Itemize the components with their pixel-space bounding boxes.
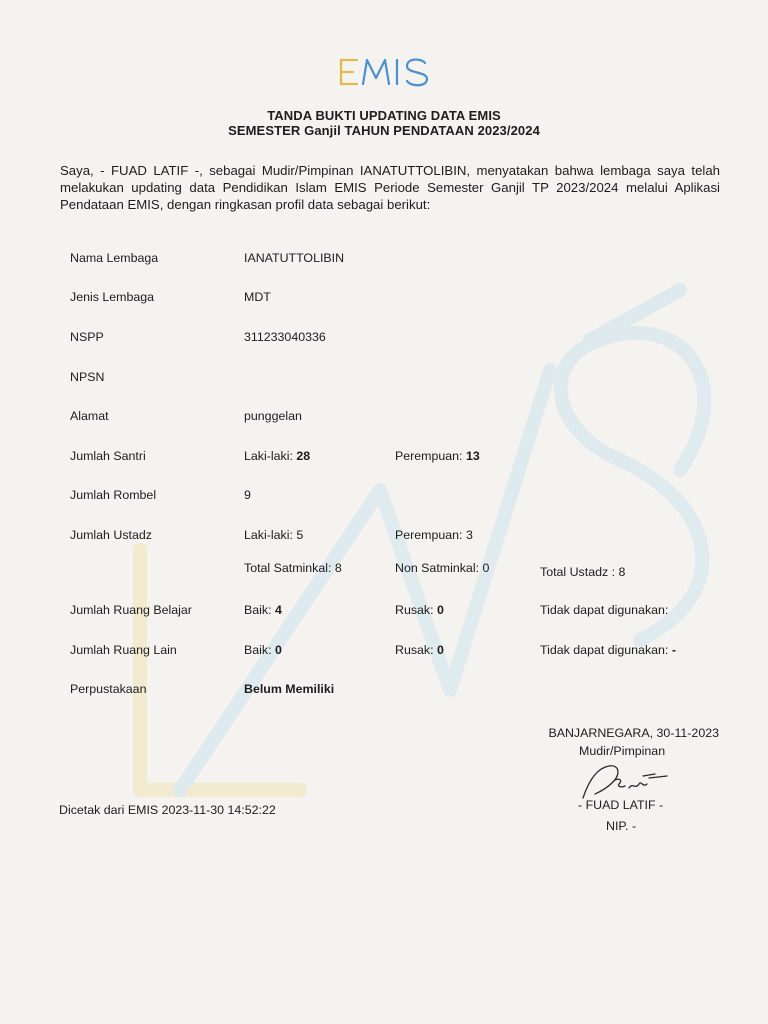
ruang-belajar-baik: Baik: 4 <box>244 603 282 617</box>
statement-paragraph: Saya, - FUAD LATIF -, sebagai Mudir/Pimpinan IANATUTTOLIBIN, menyatakan bahwa lembaga saya telah melakukan updating data Pendidikan Islam EMIS Periode Semester Ganjil TP 2023/2024 melalui Aplikasi Pendataan EMIS, dengan ringkasan profil data sebagai berikut: <box>60 163 720 212</box>
document-subtitle: SEMESTER Ganjil TAHUN PENDATAAN 2023/2024 <box>228 123 540 138</box>
signer-name: - FUAD LATIF - <box>578 798 664 812</box>
document-title: TANDA BUKTI UPDATING DATA EMIS <box>267 108 501 123</box>
field-value: Belum Memiliki <box>244 682 335 696</box>
santri-perempuan: Perempuan: 13 <box>395 449 480 463</box>
field-value: punggelan <box>244 409 302 423</box>
place-and-date: BANJARNEGARA, 30-11-2023 <box>548 726 719 740</box>
field-label: NSPP <box>70 330 104 344</box>
profile-row-ustadz-totals <box>0 561 768 581</box>
profile-row-perpustakaan <box>0 682 768 702</box>
profile-row-jumlah-rombel <box>0 488 768 508</box>
printed-timestamp: Dicetak dari EMIS 2023-11-30 14:52:22 <box>59 803 276 817</box>
profile-row-jumlah-santri <box>0 449 768 469</box>
profile-row-alamat <box>0 409 768 429</box>
ustadz-non-satminkal: Non Satminkal: 0 <box>395 561 490 575</box>
ustadz-perempuan: Perempuan: 3 <box>395 528 473 542</box>
ruang-lain-baik: Baik: 0 <box>244 643 282 657</box>
profile-row-npsn <box>0 370 768 390</box>
profile-row-jenis-lembaga <box>0 290 768 310</box>
field-label: Jumlah Ruang Belajar <box>70 603 192 617</box>
profile-row-ruang-belajar <box>0 603 768 623</box>
field-label: Jumlah Ustadz <box>70 528 152 542</box>
ustadz-total: Total Ustadz : 8 <box>540 565 626 579</box>
santri-laki-laki: Laki-laki: 28 <box>244 449 311 463</box>
field-label: Jenis Lembaga <box>70 290 155 304</box>
profile-row-jumlah-ustadz <box>0 528 768 548</box>
field-value: 311233040336 <box>244 330 326 344</box>
profile-row-nspp <box>0 330 768 350</box>
ruang-lain-tidak-dapat: Tidak dapat digunakan: - <box>540 643 676 657</box>
ruang-belajar-rusak: Rusak: 0 <box>395 603 444 617</box>
profile-row-nama-lembaga <box>0 251 768 271</box>
field-label: Perpustakaan <box>70 682 147 696</box>
signer-role: Mudir/Pimpinan <box>579 744 666 758</box>
emis-logo <box>337 54 433 90</box>
ruang-lain-rusak: Rusak: 0 <box>395 643 444 657</box>
field-label: Nama Lembaga <box>70 251 159 265</box>
field-value: MDT <box>244 290 271 304</box>
profile-row-ruang-lain <box>0 643 768 663</box>
signer-nip: NIP. - <box>606 819 637 833</box>
field-label: Jumlah Rombel <box>70 488 157 502</box>
ustadz-total-satminkal: Total Satminkal: 8 <box>244 561 342 575</box>
field-value: 9 <box>244 488 251 502</box>
field-label: NPSN <box>70 370 105 384</box>
field-label: Jumlah Santri <box>70 449 146 463</box>
field-label: Alamat <box>70 409 109 423</box>
ustadz-laki-laki: Laki-laki: 5 <box>244 528 304 542</box>
ruang-belajar-tidak-dapat: Tidak dapat digunakan: <box>540 603 669 617</box>
field-value: IANATUTTOLIBIN <box>244 251 345 265</box>
field-label: Jumlah Ruang Lain <box>70 643 177 657</box>
